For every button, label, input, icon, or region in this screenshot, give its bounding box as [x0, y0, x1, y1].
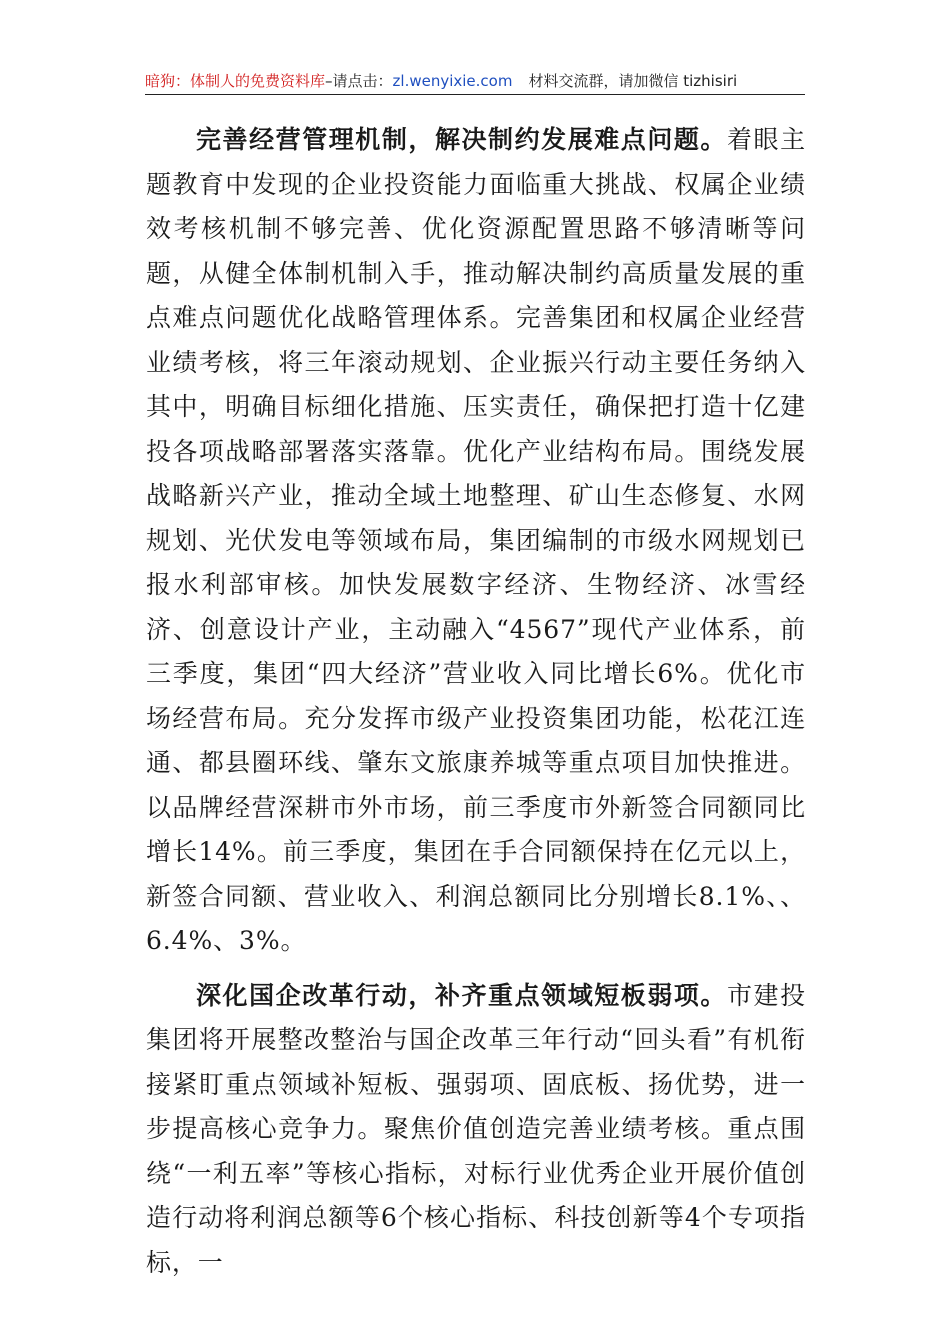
header-link[interactable]: zl.wenyixie.com — [392, 72, 513, 90]
page-header — [145, 68, 805, 95]
paragraph-2 — [146, 974, 806, 1286]
header-brand: 暗狗：体制人的免费资料库 — [145, 72, 326, 90]
header-contact: 材料交流群，请加微信 tizhisiri — [528, 72, 738, 90]
header-prompt: –请点击： — [325, 72, 393, 90]
paragraph-2-heading: 深化国企改革行动，补齐重点领域短板弱项。 — [196, 980, 727, 1010]
document-body — [146, 118, 806, 1285]
paragraph-1-text: 着眼主题教育中发现的企业投资能力面临重大挑战、权属企业绩效考核机制不够完善、优化资源配置思路不够清晰等问题，从健全体制机制入手，推动解决制约高质量发展的重点难点问题优化战略管理体系。完善集团和权属企业经营业绩考核，将三年滚动规划、企业振兴行动主要任务纳入其中，明确目标细化措施、压实责任，确保把打造十亿建投各项战略部署落实落靠。优化产业结构布局。围绕发展战略新兴产业，推动全域土地整理、矿山生态修复、水网规划、光伏发电等领域布局，集团编制的市级水网规划已报水利部审核。加快发展数字经济、生物经济、冰雪经济、创意设计产业，主动融入“4567”现代产业体系，前三季度，集团“四大经济”营业收入同比增长6%。优化市场经营布局。充分发挥市级产业投资集团功能，松花江连通、都县圈环线、肇东文旅康养城等重点项目加快推进。以品牌经营深耕市外市场，前三季度市外新签合同额同比增长14%。前三季度，集团在手合同额保持在亿元以上，新签合同额、营业收入、利润总额同比分别增长8.1%、、6.4%、3%。 — [146, 125, 806, 955]
paragraph-1 — [146, 118, 806, 964]
paragraph-2-text: 市建投集团将开展整改整治与国企改革三年行动“回头看”有机衔接紧盯重点领域补短板、强弱项、固底板、扬优势，进一步提高核心竞争力。聚焦价值创造完善业绩考核。重点围绕“一利五率”等核心指标，对标行业优秀企业开展价值创造行动将利润总额等6个核心指标、科技创新等4个专项指标，一 — [146, 980, 806, 1277]
paragraph-1-heading: 完善经营管理机制，解决制约发展难点问题。 — [196, 125, 727, 154]
